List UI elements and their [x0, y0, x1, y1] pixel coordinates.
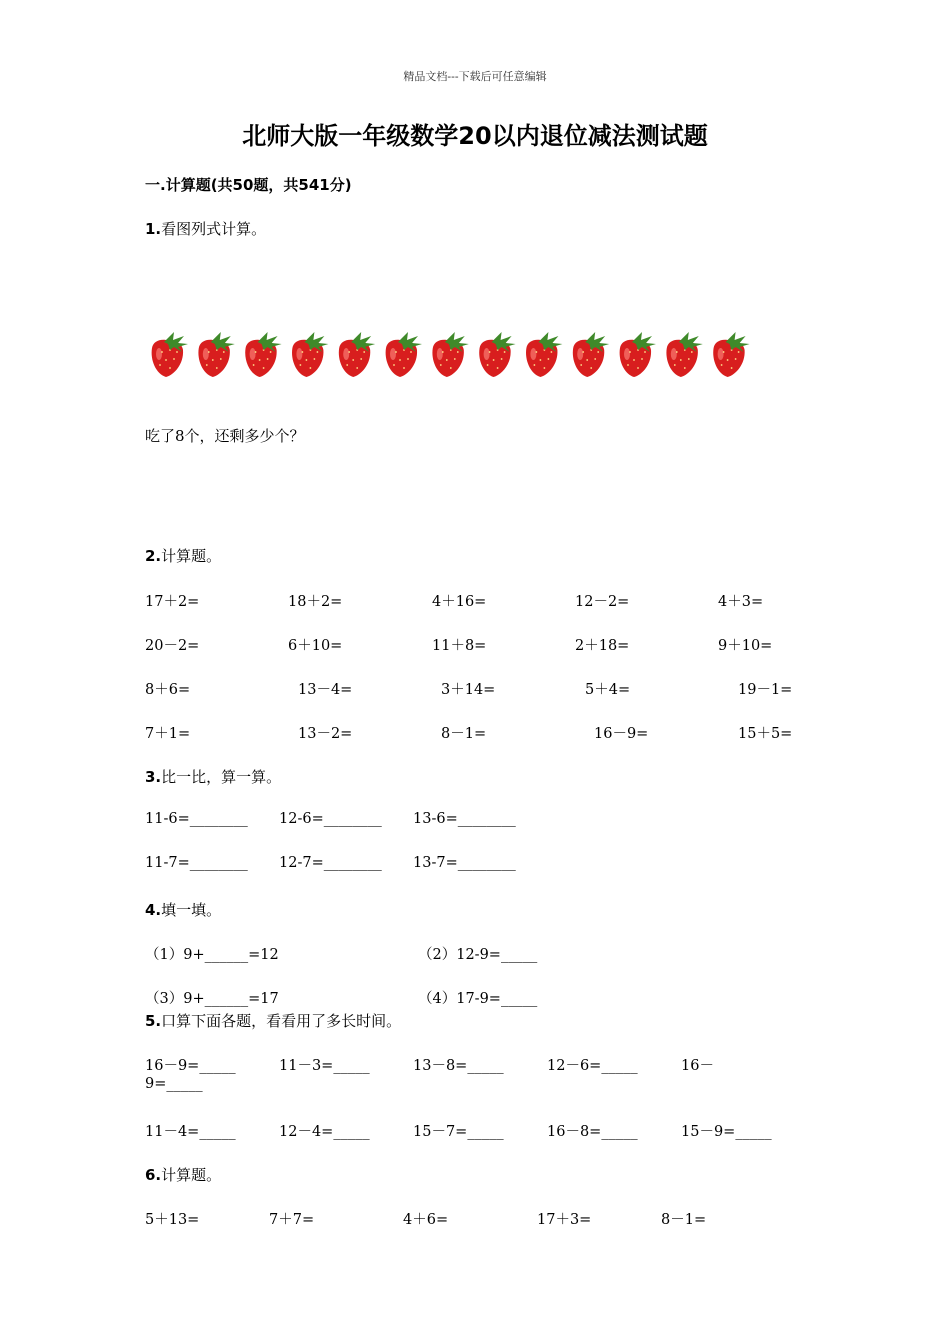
q5-item-wrap: 9=_____ — [145, 1076, 203, 1092]
q2-item: 12－2= — [575, 594, 630, 610]
question-3-text: 比一比，算一算。 — [161, 768, 282, 786]
strawberry-icon — [292, 332, 328, 377]
strawberry-icon — [666, 332, 702, 377]
strawberry-icon — [573, 332, 609, 377]
q6-item: 4＋6= — [403, 1212, 449, 1228]
q2-item: 13－2= — [298, 726, 353, 742]
q5-item: 12－4=_____ — [279, 1124, 370, 1140]
q2-item: 15＋5= — [738, 726, 793, 742]
q5-item: 15－9=_____ — [681, 1124, 772, 1140]
q5-item: 16－ — [681, 1058, 714, 1074]
strawberry-icon — [620, 332, 656, 377]
question-6-number: 6. — [145, 1166, 162, 1184]
question-4-number: 4. — [145, 901, 162, 919]
q2-item: 17＋2= — [145, 594, 200, 610]
page-header: 精品文档---下载后可任意编辑 — [403, 70, 547, 83]
strawberry-icon — [152, 332, 188, 377]
q2-item: 2＋18= — [575, 638, 630, 654]
q2-item: 4＋3= — [718, 594, 764, 610]
q2-item: 19－1= — [738, 682, 793, 698]
strawberry-icon — [198, 332, 234, 377]
strawberry-icon — [479, 332, 515, 377]
q4-item: （1）9+______=12 — [145, 947, 279, 963]
strawberry-icon — [432, 332, 468, 377]
q4-item: （4）17-9=_____ — [418, 991, 538, 1007]
q2-item: 11＋8= — [432, 638, 487, 654]
question-3-heading — [145, 766, 281, 787]
question-3-number: 3. — [145, 768, 162, 786]
question-5-heading — [145, 1010, 401, 1031]
question-6-heading — [145, 1164, 221, 1185]
q4-item: （2）12-9=_____ — [418, 947, 538, 963]
q6-item: 5＋13= — [145, 1212, 200, 1228]
q2-item: 8＋6= — [145, 682, 191, 698]
q3-item: 13-7=________ — [413, 855, 516, 871]
q2-item: 4＋16= — [432, 594, 487, 610]
q2-item: 16－9= — [594, 726, 649, 742]
section-heading: 一.计算题(共50题，共541分) — [145, 176, 352, 194]
q3-item: 11-6=________ — [145, 811, 248, 827]
q3-item: 11-7=________ — [145, 855, 248, 871]
q2-item: 20－2= — [145, 638, 200, 654]
strawberry-row — [146, 330, 766, 380]
strawberry-icon — [713, 332, 749, 377]
page-title: 北师大版一年级数学20以内退位减法测试题 — [242, 122, 708, 150]
question-6-text: 计算题。 — [161, 1166, 222, 1184]
q5-item: 11－3=_____ — [279, 1058, 370, 1074]
question-1-number: 1. — [145, 220, 162, 238]
question-1-text: 看图列式计算。 — [161, 220, 267, 238]
question-4-heading — [145, 899, 221, 920]
question-2-heading — [145, 545, 221, 566]
q3-item: 12-6=________ — [279, 811, 382, 827]
q2-item: 18＋2= — [288, 594, 343, 610]
question-2-number: 2. — [145, 547, 162, 565]
q2-item: 9＋10= — [718, 638, 773, 654]
q2-item: 8－1= — [441, 726, 487, 742]
q2-item: 6＋10= — [288, 638, 343, 654]
question-4-text: 填一填。 — [161, 901, 222, 919]
question-5-number: 5. — [145, 1012, 162, 1030]
q5-item: 16－9=_____ — [145, 1058, 236, 1074]
q5-item: 15－7=_____ — [413, 1124, 504, 1140]
strawberry-icon — [339, 332, 375, 377]
q6-item: 7＋7= — [269, 1212, 315, 1228]
q6-item: 17＋3= — [537, 1212, 592, 1228]
q4-item: （3）9+______=17 — [145, 991, 279, 1007]
question-5-text: 口算下面各题，看看用了多长时间。 — [161, 1012, 402, 1030]
strawberry-icon — [386, 332, 422, 377]
q2-item: 13－4= — [298, 682, 353, 698]
question-1-heading — [145, 218, 266, 239]
strawberry-icon — [526, 332, 562, 377]
q2-item: 5＋4= — [585, 682, 631, 698]
q2-item: 3＋14= — [441, 682, 496, 698]
q5-item: 11－4=_____ — [145, 1124, 236, 1140]
q5-item: 13－8=_____ — [413, 1058, 504, 1074]
q6-item: 8－1= — [661, 1212, 707, 1228]
strawberry-icon — [245, 332, 281, 377]
q5-item: 12－6=_____ — [547, 1058, 638, 1074]
question-2-text: 计算题。 — [161, 547, 222, 565]
q3-item: 12-7=________ — [279, 855, 382, 871]
q3-item: 13-6=________ — [413, 811, 516, 827]
q2-item: 7＋1= — [145, 726, 191, 742]
q5-item: 16－8=_____ — [547, 1124, 638, 1140]
question-1-prompt: 吃了8个，还剩多少个？ — [145, 427, 305, 445]
